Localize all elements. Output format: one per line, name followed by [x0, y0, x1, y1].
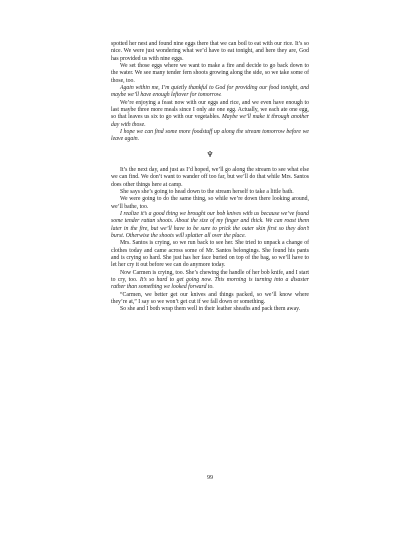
paragraph-8: We were going to do the same thing, so while we’re down there looking around, we’ll bathe, too.	[111, 196, 309, 210]
paragraph-9-italic: I realize it’s a good thing we brought our bob knives with us because we’ve found some tender rattan shoots. About the size of my finger and thick. We can roast them later in the fire, but we’ll have to be sure to prick the outer skin first so they don’t burst. Otherwise the shoots will splatter all over the place.	[111, 210, 309, 239]
paragraph-2: We set those eggs where we want to make a fire and decide to go back down to the water. We see many tender fern shoots growing along the side, so we take some of those, too.	[111, 63, 309, 84]
paragraph-3-italic: Again within me, I’m quietly thankful to God for providing our food tonight, and maybe we’ll have enough leftover for tomorrow.	[111, 85, 309, 99]
paragraph-6: It’s the next day, and just as I’d hoped, we’ll go along the stream to see what else we can find. We don’t want to wander off too far, but we’ll do that while Mrs. Santos does other things here at camp.	[111, 166, 309, 188]
body-text	[111, 41, 309, 314]
paragraph-5-italic: I hope we can find some more foodstuff up along the stream tomorrow before we leave again.	[111, 129, 309, 143]
page-number: 99	[207, 475, 213, 481]
paragraph-7: She says she’s going to head down to the stream herself to take a little bath.	[120, 188, 294, 195]
paragraph-12: “Carmen, we better get our knives and things packed, so we’ll know where they’re at,” I say so we won’t get cut if we fall down or something.	[111, 291, 309, 305]
paragraph-1: spotted her nest and found nine eggs there that we can boil to eat with our rice. It’s so nice. We were just wondering what we’d have to eat tonight, and here they are, God has provided us with nine eggs.	[111, 41, 309, 62]
section-break-ornament-icon: ♆	[206, 149, 214, 159]
paragraph-10: Mrs. Santos is crying, so we run back to see her. She tried to unpack a change of clothes today and came across some of Mr. Santos belongings. She found his pants and is crying so hard. She just has her face buried on top of the bag, so we’ll have to let her cry it out before we can do anymore today.	[111, 240, 309, 269]
paragraph-11-italic-tail: It’s so hard to get going now. This morning is turning into a disaster rather than something we looked forward to.	[111, 276, 309, 291]
paragraph-4: We’re enjoying a feast now with our eggs and rice, and we even have enough to last maybe three more meals since I only ate one egg. Actually, we each ate one egg, so that leaves us six to go with our vegetables. Maybe we’ll make it through another day with those.	[111, 99, 309, 128]
paragraph-13: So she and I both wrap them well in their leather sheaths and pack them away.	[120, 306, 301, 313]
paragraph-11: Now Carmen is crying, too. She’s chewing the handle of her bob knife, and I start to cry, too. It’s so hard to get going now. This morning is turning into a disaster rather than something we looked forward to.	[111, 269, 309, 291]
paragraph-4-italic-tail: Maybe we’ll make it through another day with those.	[111, 114, 309, 128]
